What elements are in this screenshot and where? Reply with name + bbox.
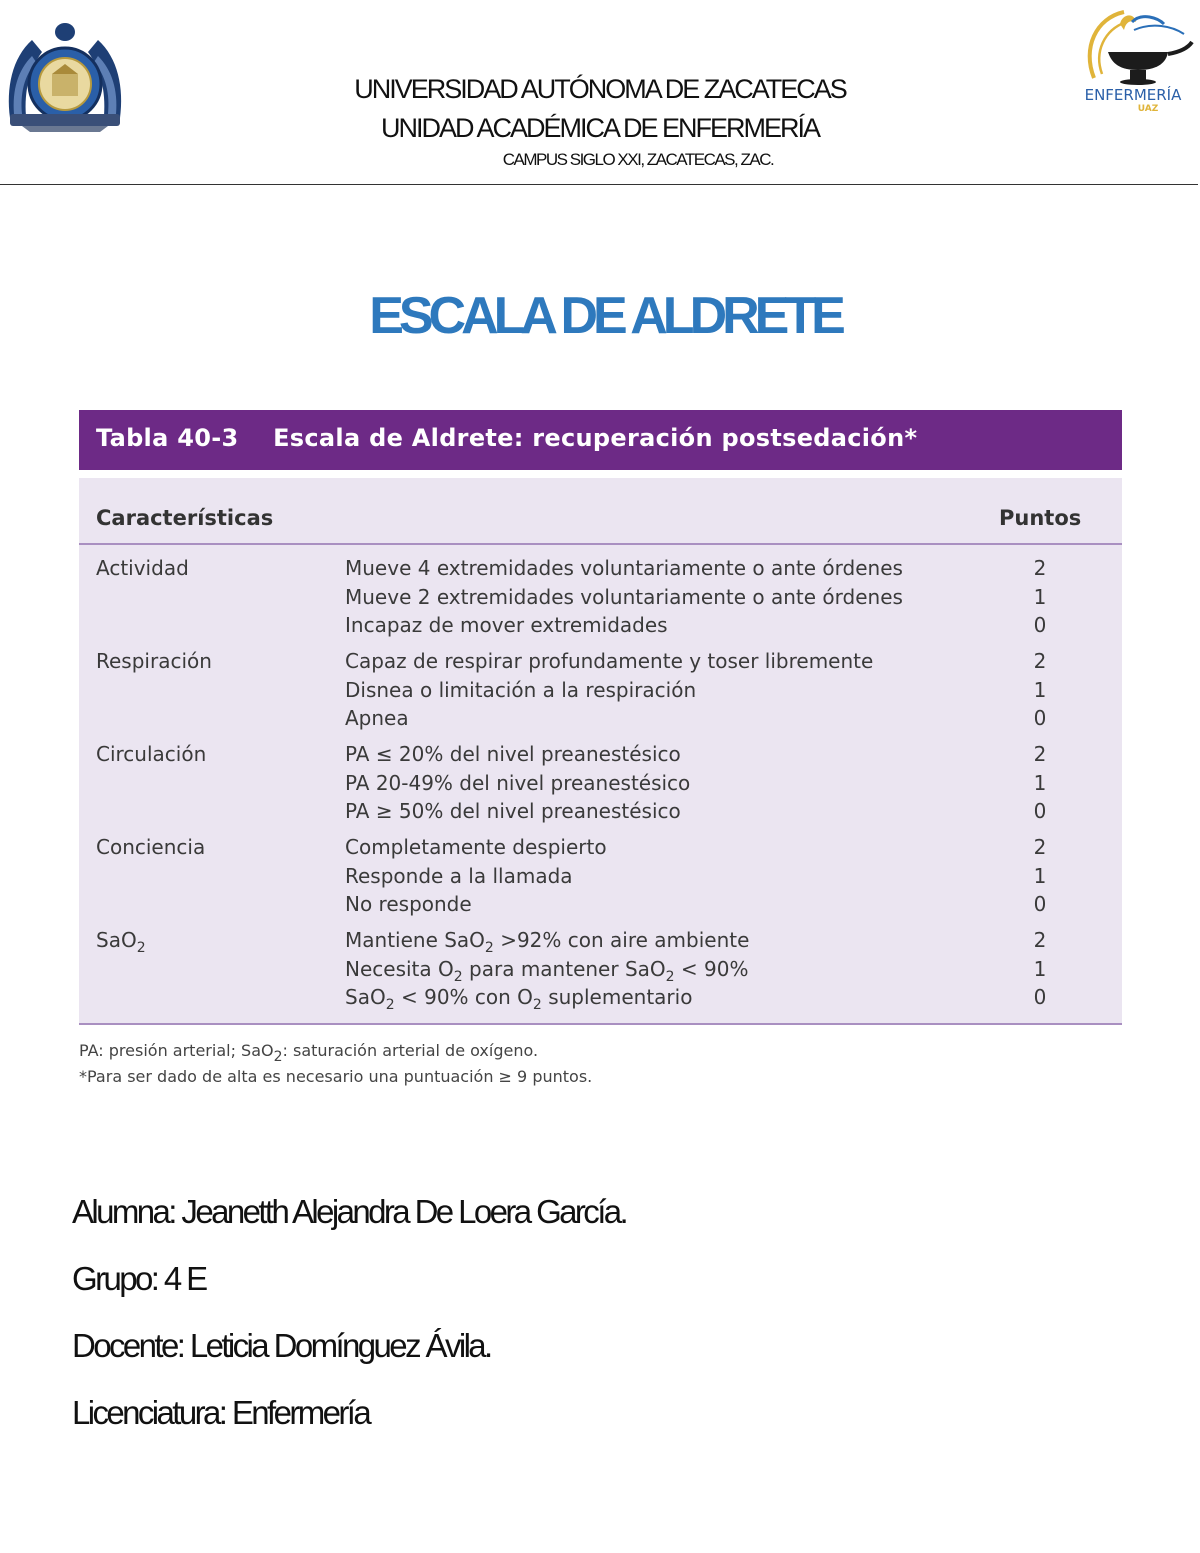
logo-right-sub: UAZ [1137, 104, 1159, 114]
academic-unit-name: UNIDAD ACADÉMICA DE ENFERMERÍA [380, 113, 820, 143]
degree: Licenciatura: Enfermería [72, 1394, 370, 1431]
university-seal-logo [2, 18, 128, 132]
criterion-points: 2 [1033, 649, 1047, 673]
criterion-description: PA ≥ 50% del nivel preanestésico [345, 799, 681, 824]
campus-line: CAMPUS SIGLO XXI, ZACATECAS, ZAC. [502, 150, 774, 169]
criterion-description: Responde a la llamada [345, 863, 573, 888]
table-caption: Tabla 40-3 Escala de Aldrete: recuperación postsedación* [96, 424, 918, 452]
criterion-points: 0 [1033, 892, 1047, 917]
header-divider [0, 184, 1198, 185]
criterion-points: 0 [1033, 799, 1047, 824]
criterion-description: Mueve 4 extremidades voluntariamente o ante órdenes [345, 556, 903, 580]
column-header-points: Puntos [999, 506, 1082, 530]
criterion-points: 2 [1033, 928, 1047, 952]
criterion-points: 2 [1033, 556, 1047, 580]
group: Grupo: 4 E [72, 1260, 206, 1297]
criterion-description: Mantiene SaO$_2$ >92% con aire ambiente [345, 928, 750, 956]
criterion-description: Completamente despierto [345, 835, 607, 859]
logo-right-name: ENFERMERÍA [1084, 86, 1182, 104]
teacher-name: Docente: Leticia Domínguez Ávila. [72, 1327, 491, 1364]
table-footnote-abbreviations: PA: presión arterial; SaO$_2$: saturación arterial de oxígeno. [79, 1041, 539, 1065]
university-name: UNIVERSIDAD AUTÓNOMA DE ZACATECAS [354, 74, 846, 104]
criterion-description: Incapaz de mover extremidades [345, 613, 668, 638]
criterion-points: 1 [1033, 863, 1047, 888]
criterion-points: 1 [1033, 770, 1047, 795]
document-title: ESCALA DE ALDRETE [369, 287, 841, 345]
category-label: Respiración [96, 649, 212, 673]
criterion-description: Capaz de respirar profundamente y toser libremente [345, 649, 874, 673]
category-label: Conciencia [96, 835, 206, 859]
table-header-divider [79, 543, 1122, 545]
criterion-points: 1 [1033, 677, 1047, 702]
criterion-description: SaO$_2$ < 90% con $O_2$ suplementario [345, 985, 693, 1014]
column-header-characteristics: Características [96, 506, 274, 530]
criterion-description: Apnea [345, 706, 409, 731]
criterion-points: 2 [1033, 835, 1047, 859]
table-footnote-discharge: *Para ser dado de alta es necesario una puntuación ≥ 9 puntos. [79, 1067, 593, 1086]
student-name: Alumna: Jeanetth Alejandra De Loera García. [72, 1193, 627, 1230]
criterion-points: 0 [1033, 706, 1047, 731]
criterion-points: 2 [1033, 742, 1047, 766]
criterion-description: PA 20-49% del nivel preanestésico [345, 770, 691, 795]
criterion-points: 1 [1033, 584, 1047, 609]
criterion-description: Disnea o limitación a la respiración [345, 677, 697, 702]
nursing-lamp-logo [1072, 8, 1194, 114]
category-label: Actividad [96, 556, 189, 580]
criterion-points: 1 [1033, 956, 1047, 981]
criterion-description: PA ≤ 20% del nivel preanestésico [345, 742, 681, 766]
criterion-description: Necesita $O_2$ para mantener SaO$_2$ < 90% [345, 956, 749, 985]
category-label: Circulación [96, 742, 207, 766]
criterion-description: No responde [345, 892, 472, 917]
criterion-points: 0 [1033, 613, 1047, 638]
criterion-points: 0 [1033, 985, 1047, 1010]
criterion-description: Mueve 2 extremidades voluntariamente o ante órdenes [345, 584, 903, 609]
category-label: SaO$_2$ [96, 928, 146, 956]
